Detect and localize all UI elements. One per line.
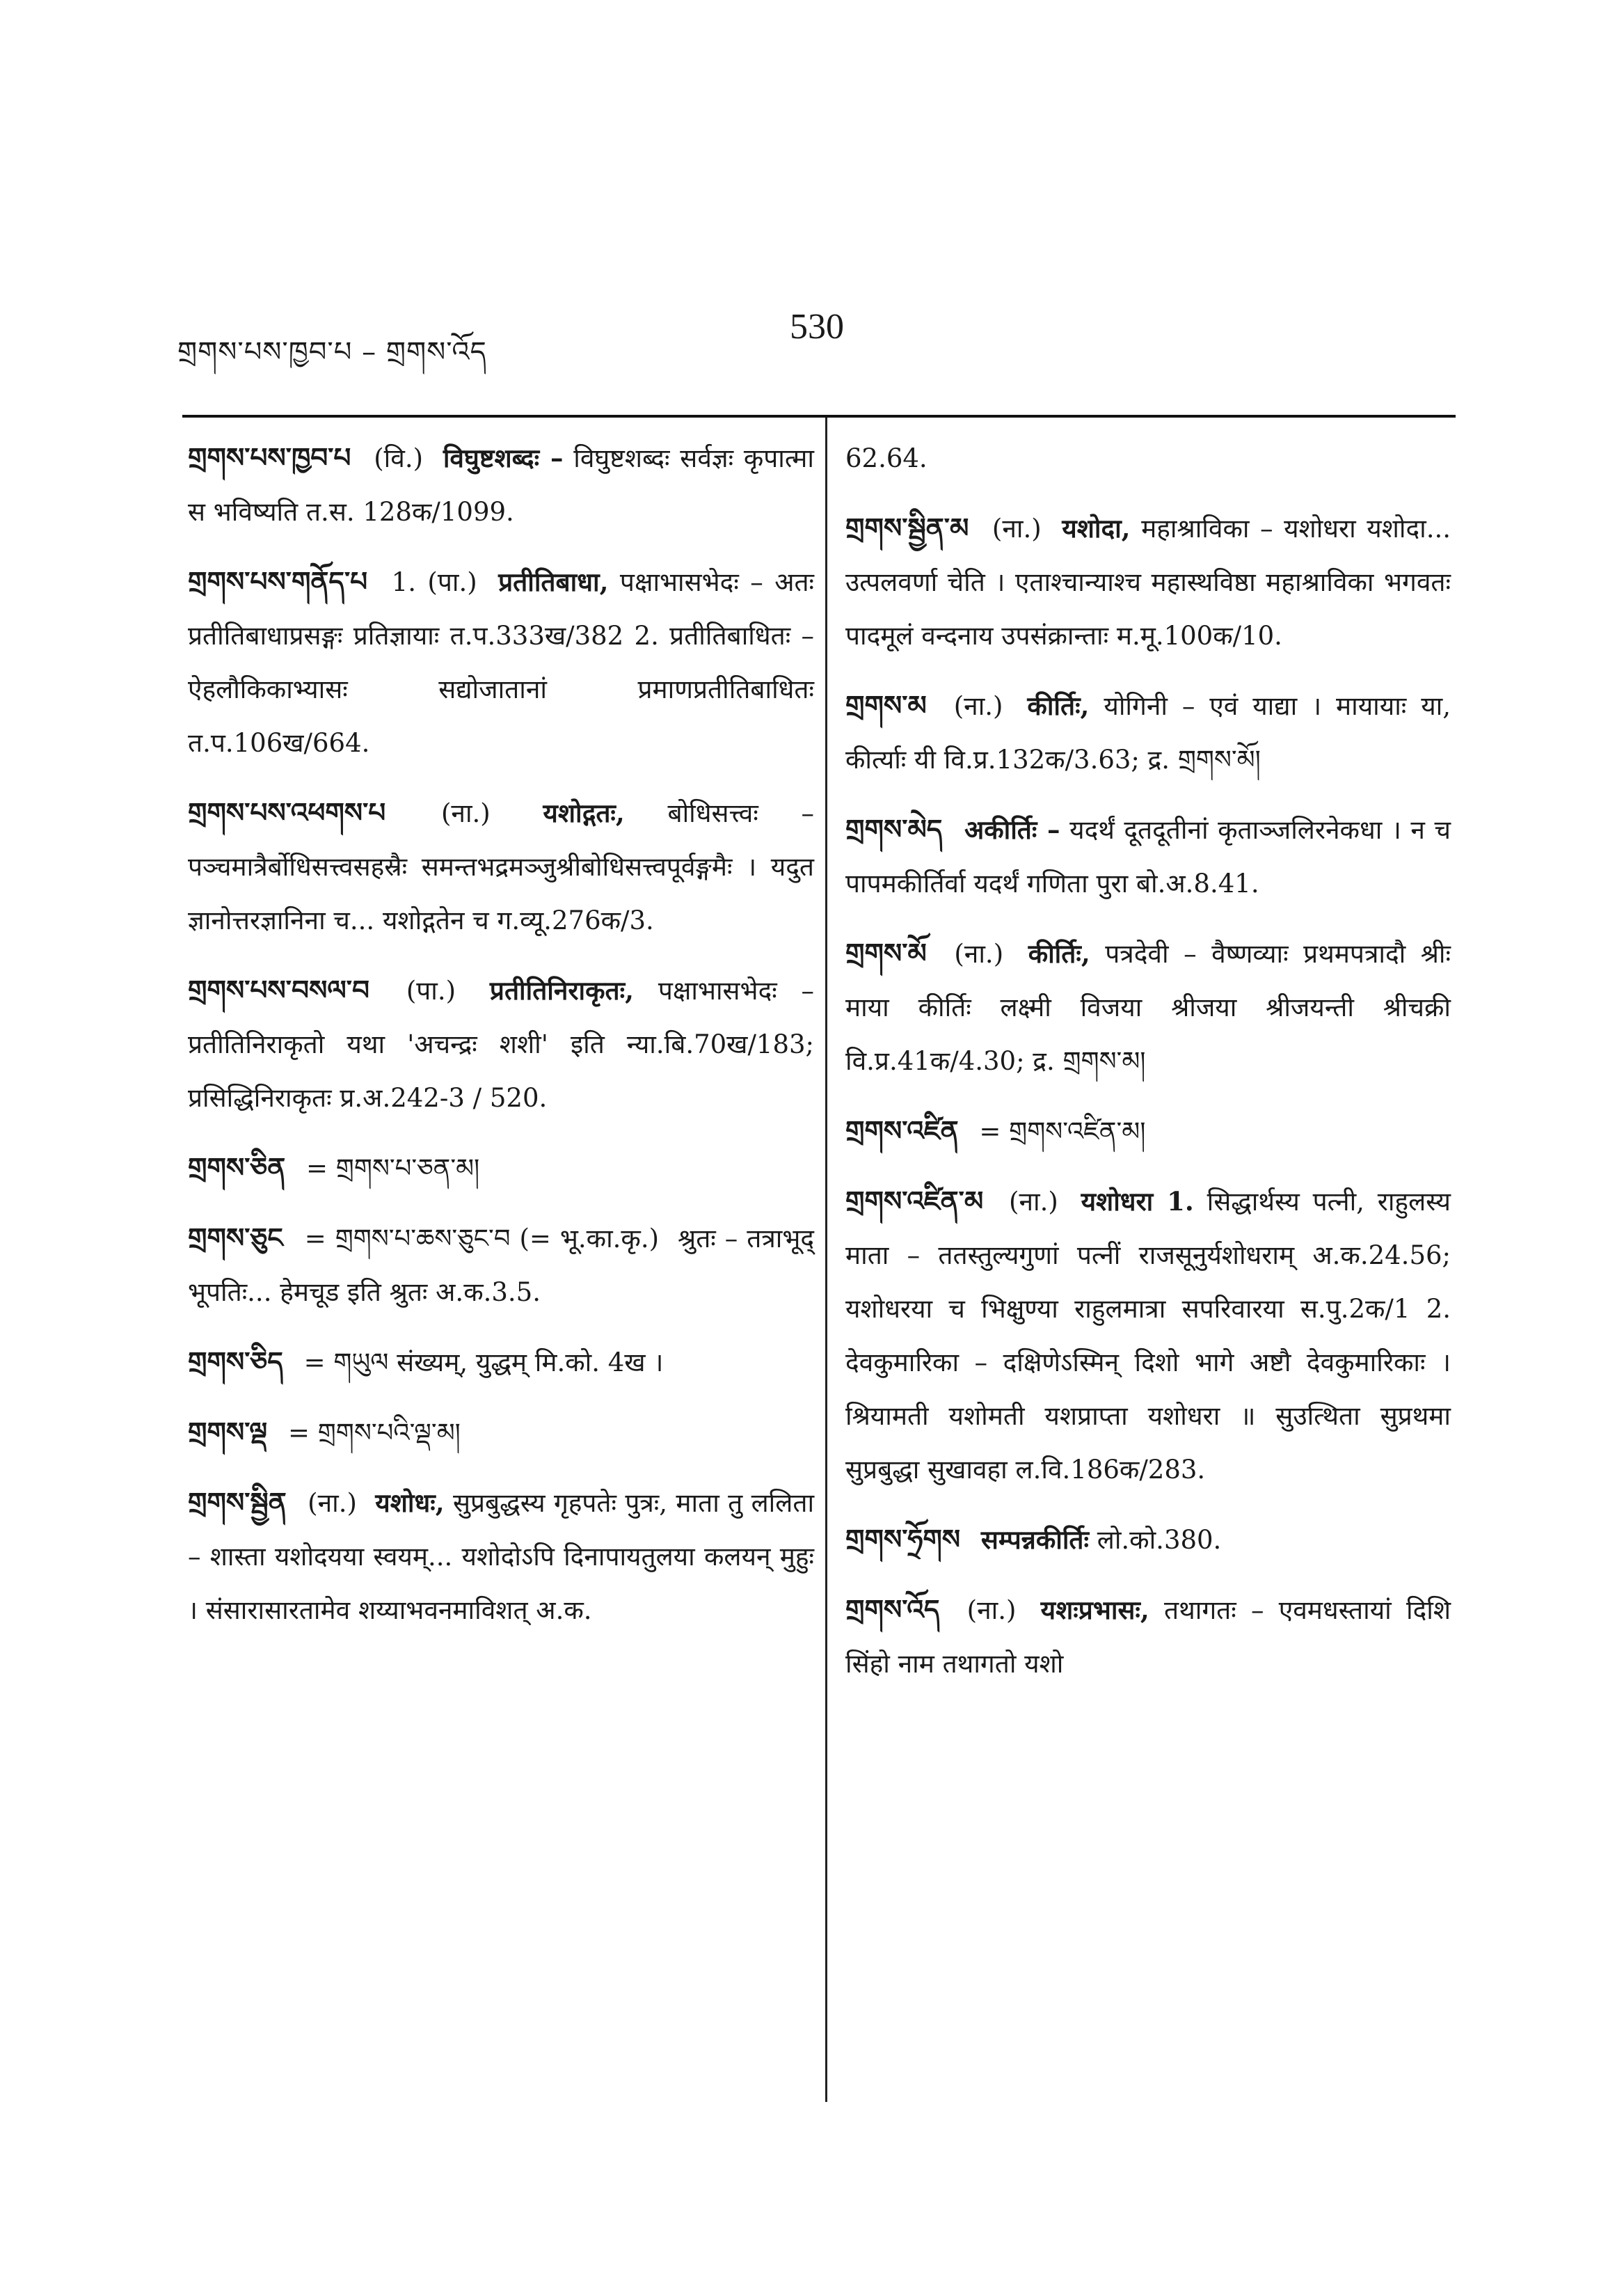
entry-sanskrit: यशोद्गतः, [543, 798, 625, 828]
entry-text: 62.64. [845, 443, 928, 473]
entry-sanskrit: प्रतीतिबाधा, [498, 567, 609, 597]
dictionary-entry [188, 1336, 814, 1389]
dictionary-entry [845, 432, 1451, 485]
entry-headword: གྲགས་སྦྱིན [188, 1487, 287, 1519]
dictionary-entry [845, 803, 1451, 910]
entry-grammar: (पा.) [406, 976, 456, 1006]
entry-headword: གྲགས་འཛིན་མ [845, 1185, 984, 1217]
entry-text: महाश्राविका – यशोधरा यशोदा... उत्पलवर्णा चेति । एताश्चान्याश्च महास्थविष्ठा महाश्राविका भगवतः पादमूलं वन्दनाय उपसंक्रान्ताः म.मू.100क/10. [845, 514, 1451, 651]
entry-headword: གྲགས་པས་ཁྱབ་པ [188, 442, 351, 474]
entry-headword: གྲགས་འཛིན [845, 1115, 959, 1147]
entry-text: श्रुतः – तत्राभूद् भूपतिः... हेमचूड इति श्रुतः अ.क.3.5. [188, 1224, 814, 1307]
entry-grammar: (ना.) [966, 1595, 1017, 1625]
entry-equals: = གྲགས་པ་ཅན་མ། [306, 1153, 480, 1183]
entry-headword: གྲགས་ཅིད [188, 1346, 283, 1378]
entry-sanskrit: यशोधरा 1. [1081, 1186, 1194, 1217]
dictionary-entry [188, 1212, 814, 1319]
entry-headword: གྲགས་མོ [845, 938, 927, 970]
entry-headword: གྲགས་ལྡ [188, 1416, 268, 1448]
dictionary-entry [845, 502, 1451, 663]
entry-headword: གྲགས་མ [845, 690, 927, 722]
entry-sanskrit: अकीर्तिः – [964, 814, 1060, 845]
dictionary-entry [188, 1476, 814, 1637]
entry-grammar: (ना.) [992, 514, 1042, 544]
dictionary-entry [188, 432, 814, 539]
entry-grammar: (ना.) [440, 798, 491, 828]
entry-sanskrit: सम्पन्नकीर्तिः [980, 1524, 1089, 1555]
entry-equals: = གཡུལ संख्यम्, युद्धम् मि.को. 4ख । [303, 1347, 664, 1377]
dictionary-entry [845, 1583, 1451, 1691]
entry-text: लो.को.380. [1097, 1525, 1222, 1555]
page-number: 530 [790, 307, 844, 347]
entry-text: पत्रदेवी – वैष्णव्याः प्रथमपत्रादौ श्रीः माया कीर्तिः लक्ष्मी विजया श्रीजया श्रीजयन्ती श्रीचक्री वि.प्र.41क/4.30; द्र. གྲགས་མ། [845, 939, 1451, 1076]
right-column [845, 432, 1451, 1707]
entry-sanskrit: यशःप्रभासः, [1040, 1595, 1149, 1625]
entry-text: तथागतः – एवमधस्तायां दिशि सिंहो नाम तथागतो यशो [845, 1595, 1451, 1679]
dictionary-entry [845, 1513, 1451, 1567]
entry-headword: གྲགས་འོད [845, 1594, 940, 1626]
entry-sanskrit: यशोदा, [1062, 513, 1131, 544]
entry-headword: གྲགས་ཅིན [188, 1152, 286, 1184]
dictionary-entry [188, 786, 814, 947]
entry-equals: = གྲགས་པའི་ལྡ་མ། [288, 1418, 461, 1448]
entry-text: पक्षाभासभेदः – अतः प्रतीतिबाधाप्रसङ्गः प्रतिज्ञायाः त.प.333ख/382 2. प्रतीतिबाधितः – ऐहलौकिकाभ्यासः सद्योजातानां प्रमाणप्रतीतिबाधितः त.प.106ख/664. [188, 567, 815, 758]
dictionary-entry [845, 927, 1451, 1088]
entry-grammar: (ना.) [953, 691, 1003, 721]
entry-sanskrit: यशोधः, [375, 1487, 445, 1518]
dictionary-entry [188, 964, 814, 1125]
dictionary-entry [845, 1175, 1451, 1496]
entry-grammar: 1. (पा.) [391, 567, 477, 597]
entry-grammar: (ना.) [1009, 1187, 1058, 1217]
entry-headword: གྲགས་པས་འཕགས་པ [188, 797, 386, 829]
entry-sanskrit: विघुष्टशब्दः – [443, 443, 564, 473]
running-head: གྲགས་པས་ཁྱབ་པ – གྲགས་འོད [177, 336, 487, 368]
entry-text: बोधिसत्त्वः – पञ्चमात्रैर्बोधिसत्त्वसहस्रैः समन्तभद्रमञ्जुश्रीबोधिसत्त्वपूर्वङ्गमैः । यदुत ज्ञानोत्तरज्ञानिना च... यशोद्गतेन च ग.व्यू.276क/3. [188, 798, 815, 935]
page-header [177, 306, 1458, 369]
entry-text: सिद्धार्थस्य पत्नी, राहुलस्य माता – ततस्तुल्यगुणां पत्नीं राजसूनुर्यशोधराम् अ.क.24.56; यशोधरया च भिक्षुण्या राहुलमात्रा सपरिवारया स.पु.2क/1 2. देवकुमारिका – दक्षिणेऽस्मिन् दिशो भागे अष्टौ देवकुमारिकाः । श्रियामती यशोमती यशप्राप्ता यशोधरा ॥ सुउत्थिता सुप्रथमा सुप्रबुद्धा सुखावहा ल.वि.186क/283. [845, 1187, 1451, 1485]
entry-headword: གྲགས་ཅུང [188, 1222, 283, 1254]
entry-headword: གྲགས་པས་བསལ་བ [188, 974, 369, 1006]
entry-grammar: (ना.) [954, 939, 1004, 969]
entry-grammar: (ना.) [308, 1488, 357, 1518]
entry-headword: གྲགས་པས་གནོད་པ [188, 566, 368, 598]
entry-equals: = གྲགས་འཛིན་མ། [979, 1116, 1146, 1146]
entry-text: विघुष्टशब्दः सर्वज्ञः कृपात्मा स भविष्यति त.स. 128क/1099. [188, 443, 814, 527]
entry-text: सुप्रबुद्धस्य गृहपतेः पुत्रः, माता तु ललिता – शास्ता यशोदयया स्वयम्... यशोदोऽपि दिनापायतुलया कलयन् मुहुः । संसारासारतामेव शय्याभवनमाविशत् अ.क. [188, 1488, 815, 1625]
dictionary-entry [188, 1141, 814, 1195]
dictionary-entry [845, 679, 1451, 786]
header-rule [182, 415, 1456, 418]
column-divider [825, 418, 827, 2102]
entry-text: यदर्थं दूतदूतीनां कृताञ्जलिरनेकधा । न च पापमकीर्तिर्वा यदर्थं गणिता पुरा बो.अ.8.41. [845, 815, 1451, 899]
dictionary-entry [845, 1105, 1451, 1158]
left-column [188, 432, 814, 1654]
dictionary-entry [188, 1406, 814, 1460]
entry-text: योगिनी – एवं याद्या । मायायाः या, कीर्त्याः यी वि.प्र.132क/3.63; द्र. གྲགས་མོ། [845, 691, 1451, 775]
entry-headword: གྲགས་སྦྱིན་མ [845, 512, 969, 544]
entry-sanskrit: प्रतीतिनिराकृतः, [489, 975, 634, 1006]
entry-sanskrit: कीर्तिः, [1027, 690, 1090, 721]
dictionary-entry [188, 555, 814, 770]
entry-headword: གྲགས་མེད [845, 814, 943, 846]
entry-text: पक्षाभासभेदः – प्रतीतिनिराकृतो यथा 'अचन्द्रः शशी' इति न्या.बि.70ख/183; प्रसिद्धिनिराकृतः प्र.अ.242-3 / 520. [188, 976, 815, 1113]
entry-equals: = གྲགས་པ་ཆས་ཅུང་བ (= भू.का.कृ.) [304, 1224, 660, 1254]
entry-sanskrit: कीर्तिः, [1028, 938, 1090, 969]
entry-headword: གྲགས་ཧྲོགས [845, 1524, 961, 1556]
entry-grammar: (वि.) [374, 443, 424, 473]
